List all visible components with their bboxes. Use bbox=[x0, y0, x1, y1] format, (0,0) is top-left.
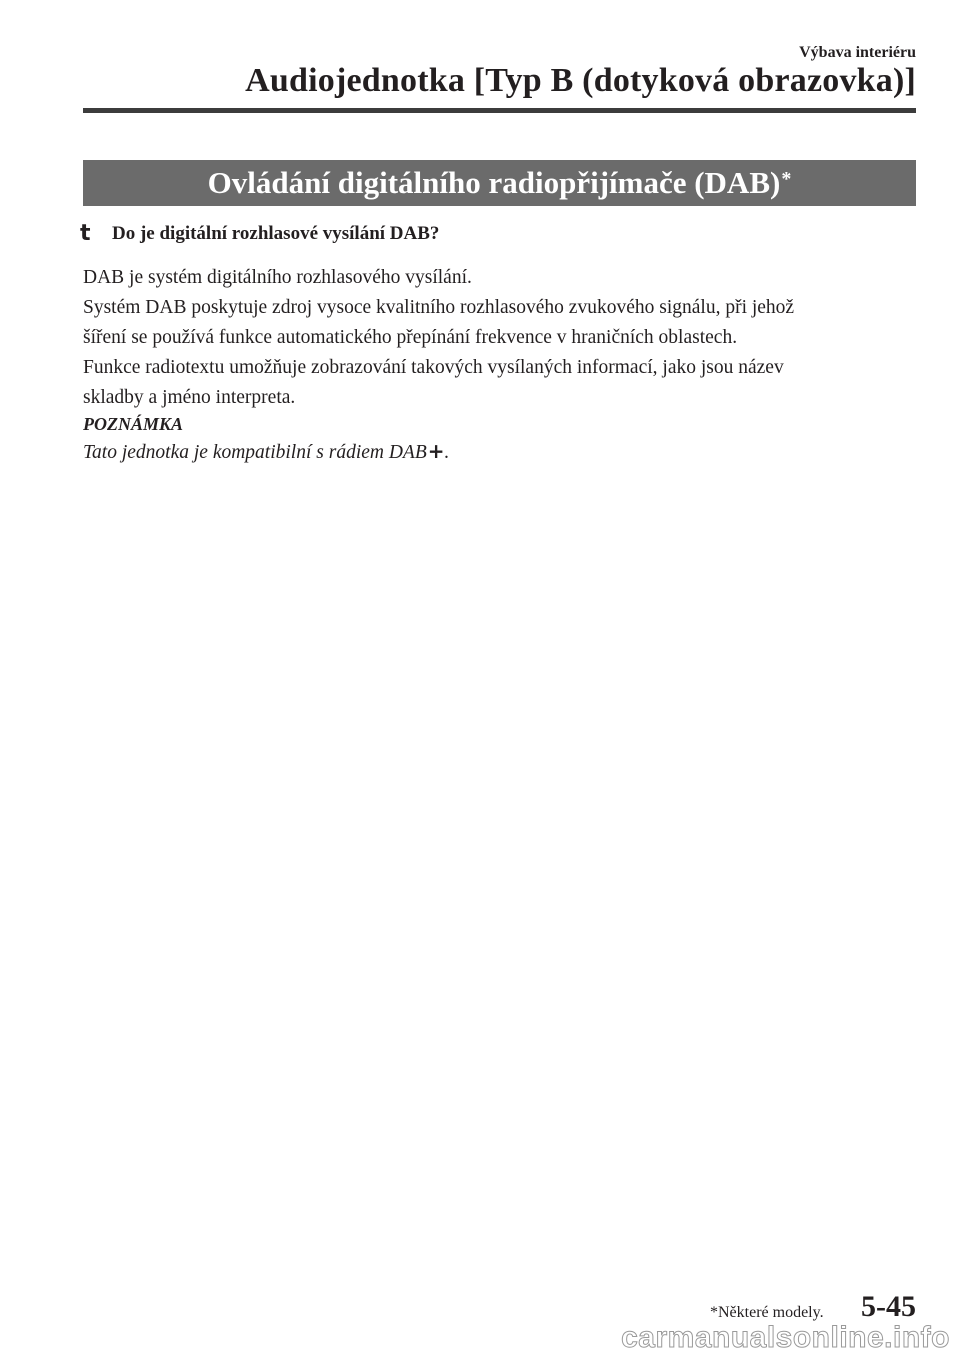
subsection-heading: Do je digitální rozhlasové vysílání DAB? bbox=[112, 223, 440, 244]
body-line: šíření se používá funkce automatického přepínání frekvence v hraničních oblastech. bbox=[83, 327, 738, 348]
page-number: 5-45 bbox=[861, 1290, 916, 1323]
subsection-bullet: t bbox=[80, 221, 91, 246]
header-divider bbox=[83, 108, 916, 113]
note-text bbox=[83, 439, 449, 464]
note-label: POZNÁMKA bbox=[83, 414, 184, 434]
section-banner bbox=[83, 160, 916, 206]
section-asterisk: * bbox=[781, 167, 792, 190]
dab-plus-symbol: + bbox=[427, 439, 445, 463]
note-period: . bbox=[444, 442, 450, 463]
body-paragraph bbox=[83, 263, 923, 413]
footnote: *Některé modely. bbox=[710, 1304, 824, 1321]
body-line: Systém DAB poskytuje zdroj vysoce kvalitního rozhlasového zvukového signálu, při jehož bbox=[83, 297, 795, 318]
body-line: Funkce radiotextu umožňuje zobrazování takových vysílaných informací, jako jsou název bbox=[83, 357, 784, 378]
note-sentence: Tato jednotka je kompatibilní s rádiem DAB bbox=[83, 442, 427, 463]
body-line: DAB je systém digitálního rozhlasového vysílání. bbox=[83, 267, 472, 288]
header-section-label: Výbava interiéru bbox=[799, 44, 916, 61]
section-title: Ovládání digitálního radiopřijímače (DAB) bbox=[207, 165, 781, 200]
page-title: Audiojednotka [Typ B (dotyková obrazovka)] bbox=[245, 62, 916, 99]
body-line: skladby a jméno interpreta. bbox=[83, 387, 296, 408]
watermark: carmanualsonline.info bbox=[621, 1321, 950, 1354]
